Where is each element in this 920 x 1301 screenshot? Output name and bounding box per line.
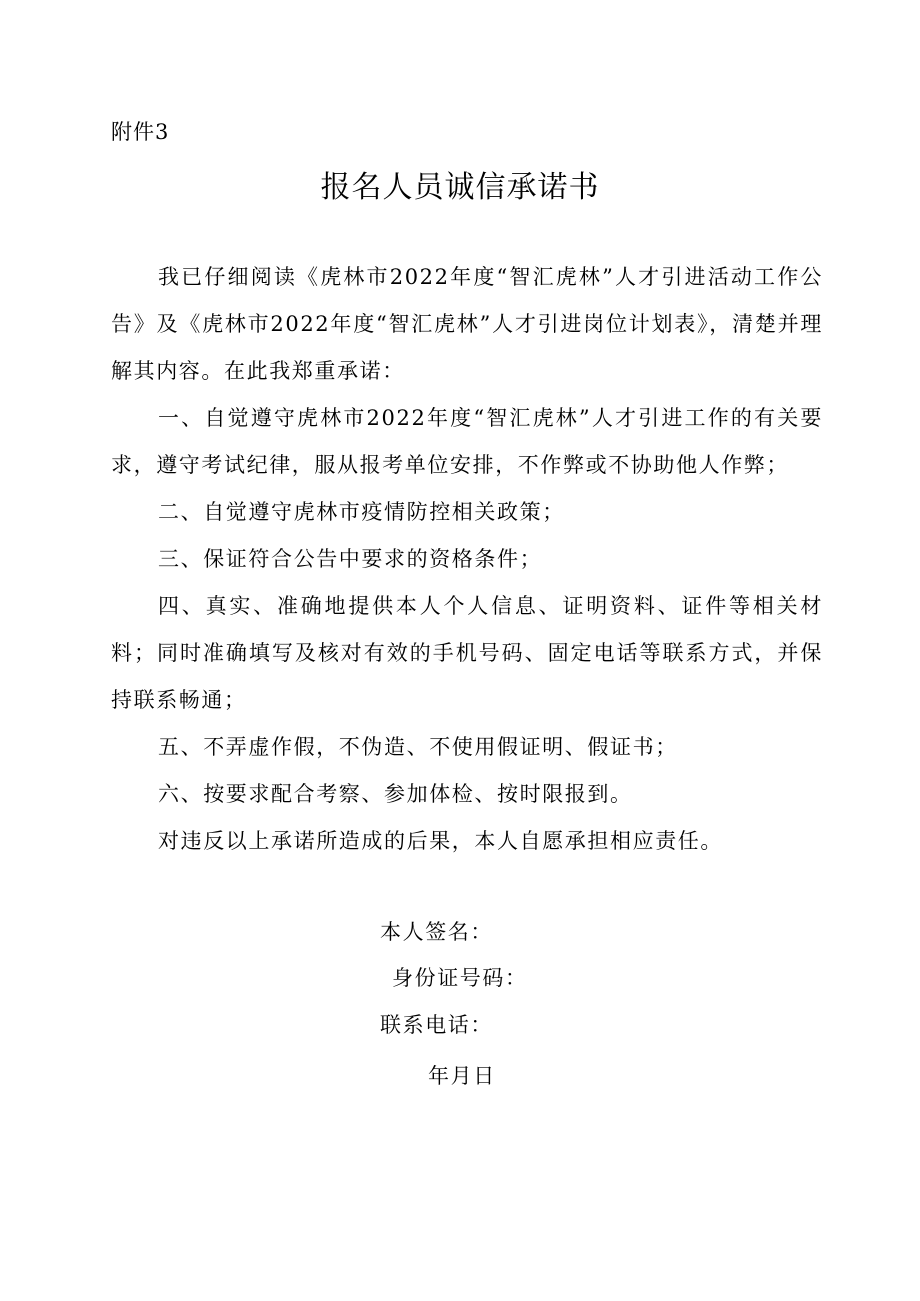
signature-date-label: 年月日 xyxy=(428,1064,496,1088)
attachment-label: 附件3 xyxy=(111,120,170,144)
intro-paragraph: 我已仔细阅读《虎林市2022年度“智汇虎林”人才引进活动工作公告》及《虎林市2022年度“智汇虎林”人才引进岗位计划表》，清楚并理解其内容。在此我郑重承诺： xyxy=(111,265,823,383)
commitment-item-5: 五、不弄虚作假，不伪造、不使用假证明、假证书； xyxy=(158,735,678,759)
commitment-item-3: 三、保证符合公告中要求的资格条件； xyxy=(158,547,543,571)
closing-paragraph: 对违反以上承诺所造成的后果，本人自愿承担相应责任。 xyxy=(158,829,723,853)
commitment-item-2: 二、自觉遵守虎林市疫情防控相关政策； xyxy=(158,500,565,524)
commitment-body xyxy=(111,254,823,865)
commitment-item-6: 六、按要求配合考察、参加体检、按时限报到。 xyxy=(158,782,633,806)
signature-name-label: 本人签名： xyxy=(380,920,493,944)
document-title: 报名人员诚信承诺书 xyxy=(320,170,600,205)
commitment-item-1: 一、自觉遵守虎林市2022年度“智汇虎林”人才引进工作的有关要求，遵守考试纪律，服从报考单位安排，不作弊或不协助他人作弊； xyxy=(111,406,823,477)
signature-id-number-label: 身份证号码： xyxy=(392,966,528,990)
commitment-item-4: 四、真实、准确地提供本人个人信息、证明资料、证件等相关材料；同时准确填写及核对有效的手机号码、固定电话等联系方式，并保持联系畅通； xyxy=(111,594,823,712)
signature-phone-label: 联系电话： xyxy=(380,1013,493,1037)
